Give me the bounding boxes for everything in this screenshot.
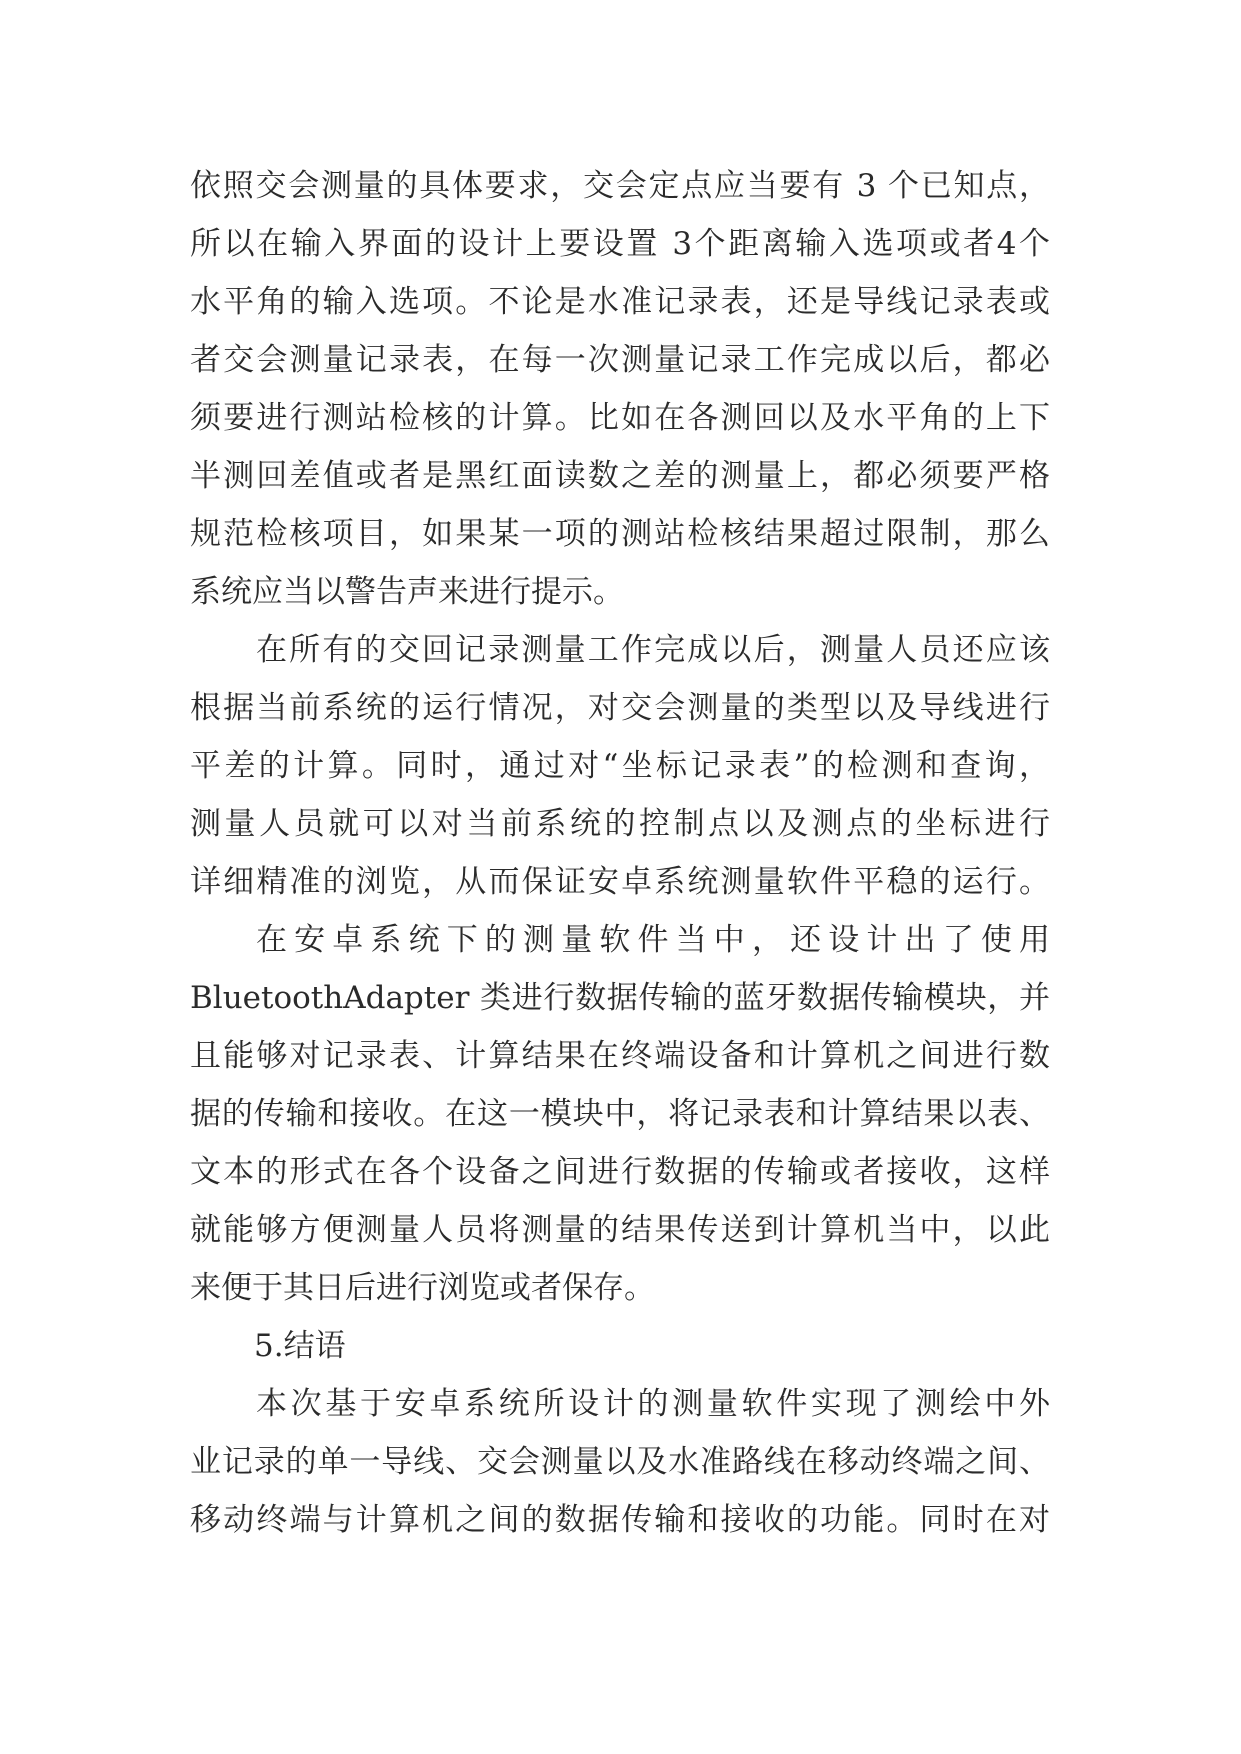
- paragraph-2-line: 平差的计算。同时，通过对“坐标记录表”的检测和查询，: [190, 748, 1050, 784]
- paragraph-4-line: 移动终端与计算机之间的数据传输和接收的功能。同时在对: [190, 1502, 1050, 1538]
- paragraph-3-line: 文本的形式在各个设备之间进行数据的传输或者接收，这样: [190, 1154, 1050, 1190]
- paragraph-2-line: 在所有的交回记录测量工作完成以后，测量人员还应该: [256, 632, 1050, 668]
- paragraph-1-line: 规范检核项目，如果某一项的测站检核结果超过限制，那么: [190, 516, 1050, 552]
- paragraph-2-line: 根据当前系统的运行情况，对交会测量的类型以及导线进行: [190, 690, 1050, 726]
- paragraph-1-line: 须要进行测站检核的计算。比如在各测回以及水平角的上下: [190, 400, 1050, 436]
- paragraph-2-line: 测量人员就可以对当前系统的控制点以及测点的坐标进行: [190, 806, 1050, 842]
- paragraph-4-line: 本次基于安卓系统所设计的测量软件实现了测绘中外: [256, 1386, 1050, 1422]
- paragraph-1-line: 依照交会测量的具体要求，交会定点应当要有 3 个已知点，: [190, 168, 1050, 204]
- paragraph-3-line: 且能够对记录表、计算结果在终端设备和计算机之间进行数: [190, 1038, 1050, 1074]
- paragraph-3-line: 据的传输和接收。在这一模块中，将记录表和计算结果以表、: [190, 1096, 1050, 1132]
- paragraph-1-line: 所以在输入界面的设计上要设置 3个距离输入选项或者4个: [190, 226, 1050, 262]
- paragraph-1-line: 者交会测量记录表，在每一次测量记录工作完成以后，都必: [190, 342, 1050, 378]
- paragraph-3-line: 来便于其日后进行浏览或者保存。: [190, 1270, 655, 1306]
- paragraph-3-line: 就能够方便测量人员将测量的结果传送到计算机当中，以此: [190, 1212, 1050, 1248]
- paragraph-1-line: 系统应当以警告声来进行提示。: [190, 574, 624, 610]
- paragraph-2-line: 详细精准的浏览，从而保证安卓系统测量软件平稳的运行。: [190, 864, 1050, 900]
- paragraph-3-line: BluetoothAdapter 类进行数据传输的蓝牙数据传输模块，并: [190, 980, 1050, 1016]
- paragraph-3-line: 在安卓系统下的测量软件当中，还设计出了使用: [256, 922, 1050, 958]
- section-heading: 5.结语: [254, 1328, 346, 1364]
- paragraph-1-line: 半测回差值或者是黑红面读数之差的测量上，都必须要严格: [190, 458, 1050, 494]
- paragraph-1-line: 水平角的输入选项。不论是水准记录表，还是导线记录表或: [190, 284, 1050, 320]
- paragraph-4-line: 业记录的单一导线、交会测量以及水准路线在移动终端之间、: [190, 1444, 1050, 1480]
